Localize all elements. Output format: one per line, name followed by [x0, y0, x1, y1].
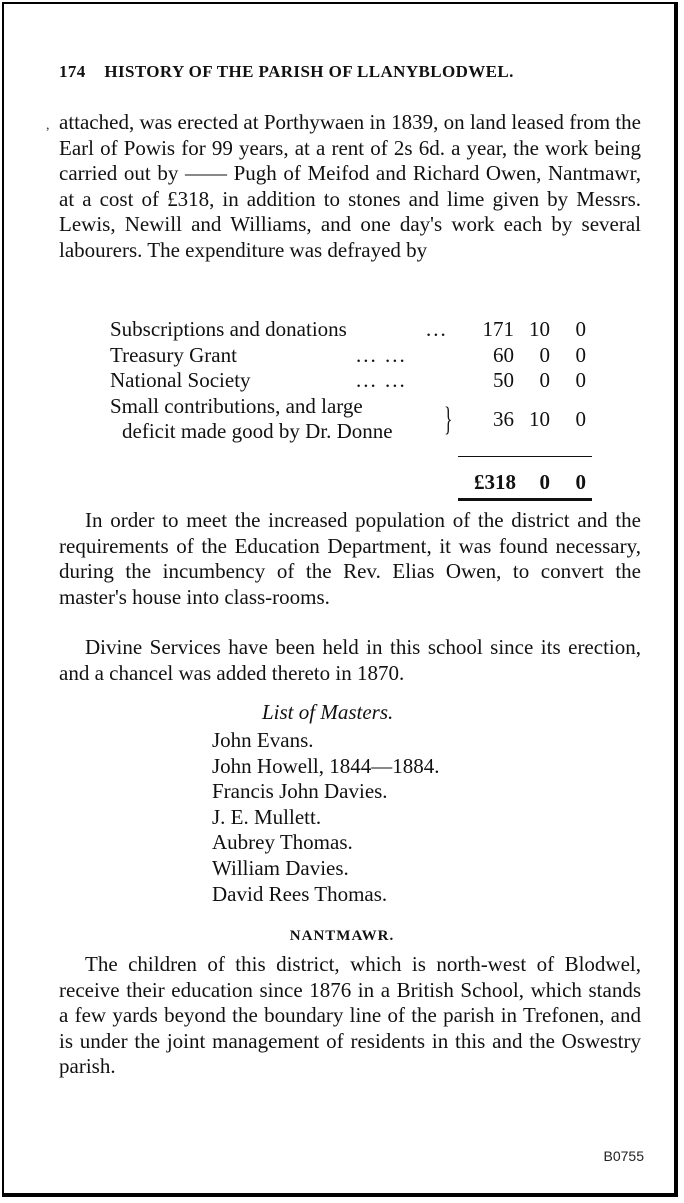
ledger-dots: ...	[426, 317, 448, 341]
running-title: HISTORY OF THE PARISH OF LLANYBLODWEL.	[104, 62, 514, 81]
ledger-shillings: 10	[529, 317, 550, 341]
ledger-pounds: 171	[482, 317, 514, 341]
master-name: John Evans.	[212, 728, 314, 752]
running-header	[59, 62, 514, 82]
services-paragraph: Divine Services have been held in this school since its erection, and a chancel was added thereto in 1870.	[59, 635, 641, 685]
ledger-pounds: 36	[493, 406, 514, 431]
ledger-pence: 0	[575, 406, 586, 431]
nantmawr-paragraph: The children of this district, which is north-west of Blodwel, receive their education since 1876 in a British School, which stands a few yards beyond the boundary line of the parish in Trefonen, and is under the joint management of residents in this and the Oswestry parish.	[59, 952, 641, 1079]
ledger-label-line2: deficit made good by Dr. Donne	[122, 418, 393, 443]
master-name: William Davies.	[212, 855, 349, 880]
page-number: 174	[59, 62, 86, 81]
ledger-pounds: 60	[493, 342, 514, 367]
ledger-dots: ... ...	[356, 342, 407, 367]
masters-list-title: List of Masters.	[262, 700, 394, 724]
ledger-label: Subscriptions and donations	[110, 317, 347, 341]
ledger-pence: 0	[575, 342, 586, 367]
ledger-label-line1: Small contributions, and large	[110, 393, 363, 418]
ledger-pence: 0	[575, 317, 586, 341]
ledger-shillings: 0	[539, 368, 550, 393]
ledger-pence: 0	[575, 368, 586, 393]
master-name: John Howell, 1844—1884.	[212, 753, 440, 778]
opening-paragraph: attached, was erected at Porthywaen in 1839, on land leased from the Earl of Powis for 99 years, at a rent of 2s 6d. a year, the work being carried out by —— Pugh of Meifod and Richard Owen, Nantmawr, at a cost of £318, in addition to stones and lime given by Messrs. Lewis, Newill and Williams, and one day's work each by several labourers. The expenditure was defrayed by	[59, 110, 641, 262]
ledger-double-rule	[458, 498, 592, 501]
total-pounds: £318	[474, 470, 516, 494]
classroom-paragraph: In order to meet the increased population of the district and the requirements of the Education Department, it was found necessary, during the incumbency of the Rev. Elias Owen, to convert the master's house into class-rooms.	[59, 508, 641, 609]
stray-mark: ,	[46, 118, 50, 133]
ledger-shillings: 10	[529, 406, 550, 431]
ledger-label: National Society	[110, 368, 251, 393]
ledger-label: Treasury Grant	[110, 342, 237, 367]
ledger-total	[110, 470, 600, 496]
total-shillings: 0	[539, 470, 550, 494]
ledger-dots: ... ...	[356, 368, 407, 393]
master-name: David Rees Thomas.	[212, 881, 388, 906]
master-name: Francis John Davies.	[212, 779, 388, 804]
section-heading: NANTMAWR.	[289, 928, 395, 944]
master-name: J. E. Mullett.	[212, 804, 322, 829]
ledger-rule	[458, 456, 592, 457]
ledger-pounds: 50	[493, 368, 514, 393]
ledger-shillings: 0	[539, 342, 550, 367]
master-name: Aubrey Thomas.	[212, 830, 353, 855]
masters-list	[212, 728, 440, 907]
total-pence: 0	[575, 470, 586, 494]
reference-code: B0755	[603, 1148, 644, 1164]
brace-mark: }	[444, 400, 453, 438]
